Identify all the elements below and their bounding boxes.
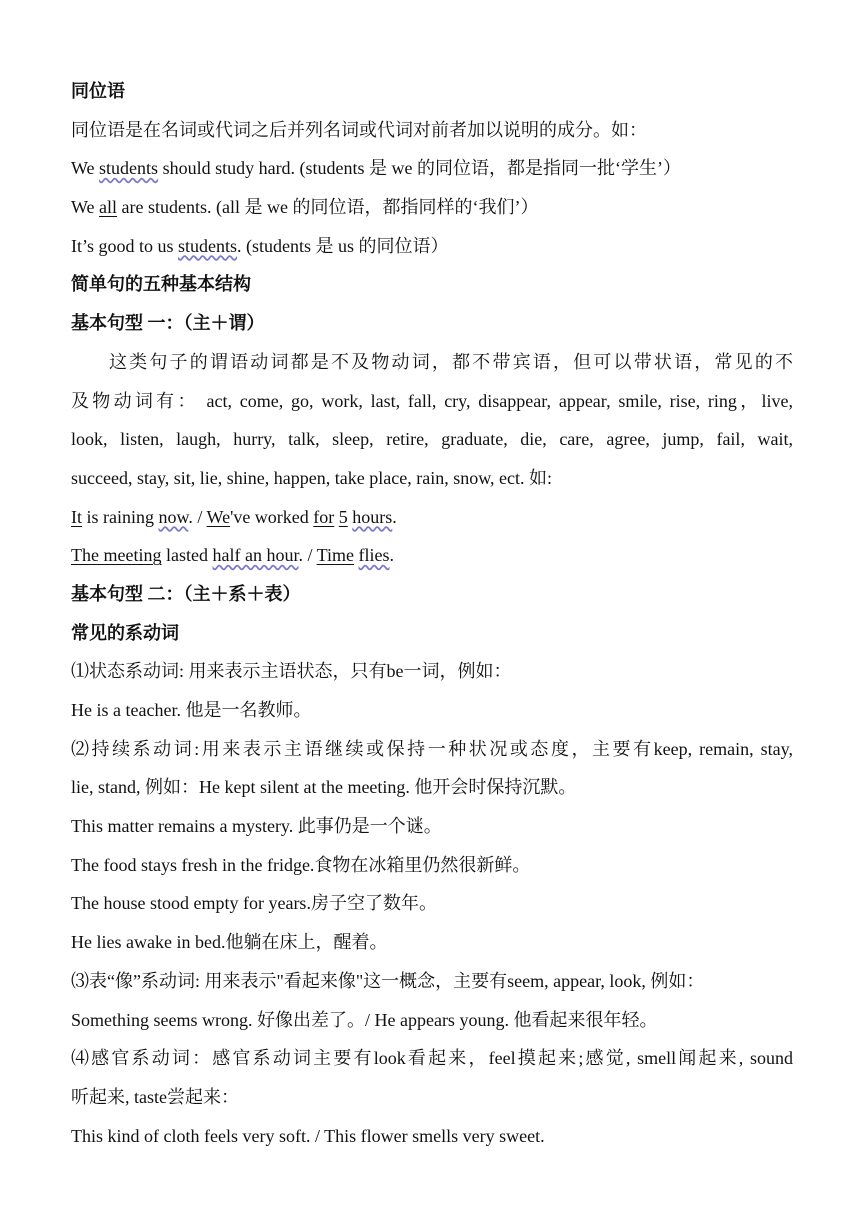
linking-verbs-line-7: The house stood empty for years.房子空了数年。 — [71, 893, 437, 914]
appositive-word: students — [99, 158, 159, 179]
linking-verbs-line-12: 听起来, taste尝起来： — [71, 1086, 239, 1107]
pattern-1-paragraph-line-3: look, listen, laugh, hurry, talk, sleep, retire, graduate, die, care, agree, jump, fail, wait, — [71, 429, 793, 450]
linking-verbs-line-1: ⑴状态系动词: 用来表示主语状态，只有be一词，例如： — [71, 661, 512, 682]
pattern-1-example-1: It is raining now. / We've worked for 5 hours. — [71, 506, 397, 527]
linking-verbs-line-13: This kind of cloth feels very soft. / This flower smells very sweet. — [71, 1125, 545, 1146]
section-heading-appositive: 同位语 — [71, 81, 125, 101]
linking-verbs-line-11: ⑷感官系动词：感官系动词主要有look看起来，feel摸起来;感觉, smell闻起来, sound — [71, 1048, 793, 1069]
appositive-definition: 同位语是在名词或代词之后并列名词或代词对前者加以说明的成分。如： — [71, 119, 647, 140]
pattern-1-heading: 基本句型 一：（主＋谓） — [71, 313, 265, 334]
appositive-example-2: We all are students. (all 是 we 的同位语，都指同样的‘我们’） — [71, 197, 539, 218]
linking-verbs-line-8: He lies awake in bed.他躺在床上，醒着。 — [71, 932, 388, 953]
appositive-word: students — [178, 235, 238, 256]
pattern-2-heading: 基本句型 二：（主＋系＋表） — [71, 583, 301, 604]
appositive-example-1: We students should study hard. (students 是 we 的同位语，都是指同一批‘学生’） — [71, 158, 682, 179]
linking-verbs-line-3: ⑵持续系动词:用来表示主语继续或保持一种状况或态度，主要有keep, remain, stay, — [71, 738, 793, 759]
linking-verbs-line-4: lie, stand, 例如：He kept silent at the meeting. 他开会时保持沉默。 — [71, 777, 577, 798]
appositive-word: all — [99, 197, 118, 218]
pattern-1-paragraph-line-4: succeed, stay, sit, lie, shine, happen, take place, rain, snow, ect. 如: — [71, 467, 553, 488]
linking-verbs-subheading: 常见的系动词 — [71, 622, 179, 643]
linking-verbs-line-10: Something seems wrong. 好像出差了。/ He appears young. 他看起来很年轻。 — [71, 1009, 658, 1030]
appositive-example-3: It’s good to us students. (students 是 us 的同位语） — [71, 235, 449, 256]
pattern-1-paragraph-line-1: 这类句子的谓语动词都是不及物动词，都不带宾语，但可以带状语，常见的不 — [109, 351, 793, 372]
linking-verbs-line-5: This matter remains a mystery. 此事仍是一个谜。 — [71, 816, 442, 837]
section-heading-five-patterns: 简单句的五种基本结构 — [71, 274, 251, 295]
linking-verbs-line-6: The food stays fresh in the fridge.食物在冰箱里仍然很新鲜。 — [71, 854, 531, 875]
pattern-1-paragraph-line-2: 及物动词有： act, come, go, work, last, fall, cry, disappear, appear, smile, rise, ring，live, — [71, 390, 793, 411]
linking-verbs-line-9: ⑶表“像”系动词: 用来表示"看起来像"这一概念，主要有seem, appear, look, 例如： — [71, 970, 705, 991]
document-page — [71, 72, 793, 1155]
pattern-1-example-2: The meeting lasted half an hour. / Time flies. — [71, 545, 394, 566]
linking-verbs-line-2: He is a teacher. 他是一名教师。 — [71, 700, 312, 720]
